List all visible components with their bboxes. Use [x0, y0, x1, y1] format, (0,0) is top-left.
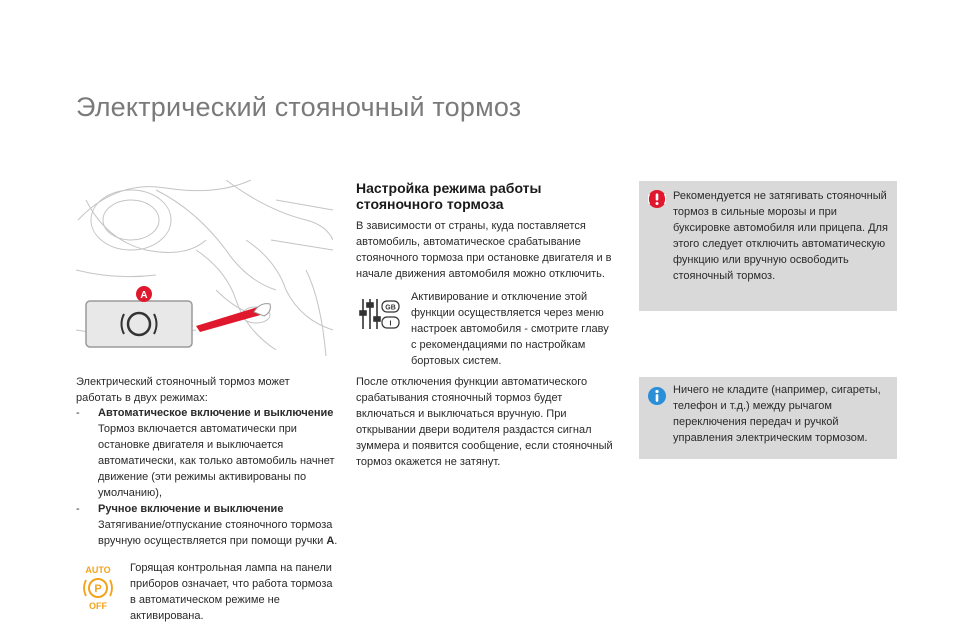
menu-icon-badge-gb: GB: [385, 304, 396, 312]
auto-icon-bottom: OFF: [89, 601, 107, 610]
settings-menu-icon: [359, 297, 401, 331]
info-icon: [648, 387, 666, 405]
mode-list: [76, 405, 338, 549]
auto-icon-symbol: P: [94, 583, 102, 595]
warning-text: Рекомендуется не затягивать стояночный тормоз в сильные морозы и при буксировке автомобиля или прицепа. Для этого следует отключить автоматическую функцию или вручную освободить стояночный тормоз.: [673, 190, 888, 282]
section-title: Настройка режима работы стояночного тормоза: [356, 180, 542, 212]
mode-text: Тормоз включается автоматически при остановке двигателя и выключается автоматически, как только автомобиль начнет движение (эти режимы активированы по умолчанию),: [98, 423, 335, 499]
callout-a-label: A: [140, 290, 148, 301]
menu-icon-badge-i: I: [389, 320, 392, 328]
info-box: [639, 377, 897, 459]
warning-box: [639, 181, 897, 311]
list-item: [76, 501, 338, 549]
menu-settings-text: Активирование и отключение этой функции осуществляется через меню настроек автомобиля - смотрите главу с рекомендациями по настройкам бортовых систем.: [411, 291, 609, 367]
list-dash: -: [76, 503, 80, 515]
warning-lamp-text: Горящая контрольная лампа на панели приборов означает, что работа тормоза в автоматическом режиме не активирована.: [130, 562, 333, 622]
list-dash: -: [76, 407, 80, 419]
auto-icon-top: AUTO: [85, 565, 111, 575]
warning-icon: [648, 190, 666, 208]
mode-heading: Ручное включение и выключение: [98, 503, 284, 515]
mode-text: Затягивание/отпускание стояночного тормоза вручную осуществляется при помощи ручки: [98, 519, 333, 547]
parking-brake-illustration: [76, 180, 333, 356]
auto-park-off-icon: [80, 564, 116, 610]
mode-text-end: .: [334, 535, 338, 547]
section-intro: В зависимости от страны, куда поставляется автомобиль, автоматическое срабатывание стояночного тормоза при остановке двигателя и в начале движения автомобиля можно отключить.: [356, 220, 612, 280]
mode-heading: Автоматическое включение и выключение: [98, 407, 334, 419]
mode-text-bold: A: [326, 535, 335, 547]
info-text: Ничего не кладите (например, сигареты, телефон и т.д.) между рычагом переключения передач и ручкой управления электрическим тормозом.: [673, 384, 881, 444]
deactivation-text: После отключения функции автоматического срабатывания стояночный тормоз будет включаться и выключаться вручную. При открывании двери водителя раздастся сигнал зуммера и появится сообщение, если стояночный тормоз окажется не затянут.: [356, 376, 613, 468]
list-item: [76, 405, 338, 501]
page-title: Электрический стояночный тормоз: [76, 92, 522, 122]
intro-text: Электрический стояночный тормоз может работать в двух режимах:: [76, 376, 290, 404]
